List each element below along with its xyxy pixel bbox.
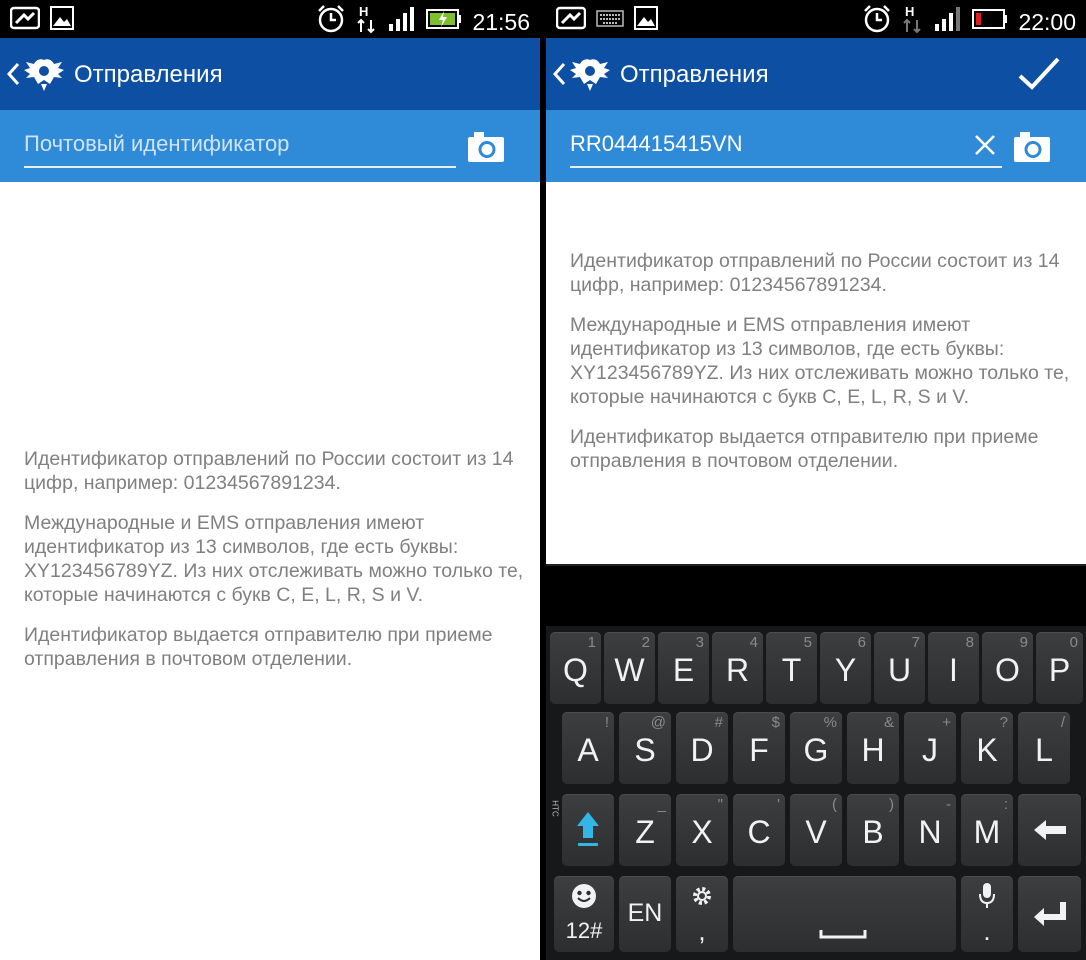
space-bar-icon (819, 928, 867, 940)
key-s[interactable]: @ S (619, 712, 671, 784)
language-key[interactable] (619, 876, 671, 952)
settings-comma-key[interactable] (676, 876, 728, 952)
comma-label: , (698, 916, 706, 946)
symbols-emoji-key[interactable] (554, 876, 614, 952)
network-type-icon (902, 4, 924, 39)
enter-key[interactable] (1018, 876, 1081, 952)
key-t[interactable]: 5 T (766, 632, 817, 704)
action-bar (546, 38, 1086, 110)
search-panel (0, 110, 540, 182)
voice-period-key[interactable] (961, 876, 1013, 952)
key-h[interactable]: & H (847, 712, 899, 784)
action-bar (0, 38, 540, 110)
camera-scan-button[interactable] (466, 130, 506, 164)
key-c[interactable]: ' C (733, 794, 785, 866)
key-e[interactable]: 3 E (658, 632, 709, 704)
close-icon (970, 130, 1000, 160)
shift-key[interactable] (562, 794, 614, 866)
input-underline (24, 166, 456, 168)
key-p[interactable]: 0 P (1036, 632, 1083, 704)
key-u[interactable]: 7 U (874, 632, 925, 704)
key-q[interactable]: 1 Q (550, 632, 601, 704)
status-bar (546, 0, 1086, 38)
checkmark-icon (1016, 54, 1062, 94)
info-text-block (24, 447, 524, 687)
clear-input-button[interactable] (970, 130, 1000, 160)
gallery-icon (50, 6, 74, 35)
alarm-icon (316, 4, 346, 39)
suggestion-bar (546, 564, 1086, 626)
sync-icon (10, 5, 40, 36)
battery-low-icon (972, 8, 1008, 35)
back-button[interactable] (4, 54, 24, 94)
gear-icon (690, 884, 714, 908)
camera-scan-button[interactable] (1012, 130, 1052, 164)
enter-arrow-icon (1032, 900, 1068, 928)
clock-text: 21:56 (472, 8, 530, 35)
key-k[interactable]: ? K (961, 712, 1013, 784)
key-w[interactable]: 2 W (604, 632, 655, 704)
sync-icon (556, 5, 586, 36)
info-paragraph: Идентификатор отправлений по России состоит из 14 цифр, например: 01234567891234. (24, 448, 514, 494)
language-key-label: EN (627, 899, 663, 927)
svg-text:H: H (359, 4, 369, 19)
tracking-id-input[interactable] (570, 128, 960, 160)
key-z[interactable]: _ Z (619, 794, 671, 866)
key-j[interactable]: + J (904, 712, 956, 784)
left-screen (0, 0, 540, 960)
key-v[interactable]: ( V (790, 794, 842, 866)
russian-post-logo-icon (22, 54, 66, 94)
alarm-icon (862, 4, 892, 39)
key-g[interactable]: % G (790, 712, 842, 784)
key-f[interactable]: $ F (733, 712, 785, 784)
keyboard-brand-label: HTC (550, 800, 560, 817)
input-underline (570, 166, 1002, 168)
key-o[interactable]: 9 O (982, 632, 1033, 704)
camera-icon (1012, 130, 1052, 164)
confirm-button[interactable] (1016, 54, 1062, 94)
key-r[interactable]: 4 R (712, 632, 763, 704)
microphone-icon (978, 882, 996, 910)
search-panel (546, 110, 1086, 182)
info-paragraph: Международные и EMS отправления имеют идентификатор из 13 символов, где есть буквы: XY123456789YZ. Из них отслеживать можно только те, которые начинаются с букв C, E, L, R, S и V. (570, 314, 1070, 408)
key-d[interactable]: # D (676, 712, 728, 784)
period-label: . (983, 916, 991, 946)
key-i[interactable]: 8 I (928, 632, 979, 704)
soft-keyboard (546, 564, 1086, 960)
network-type-icon (356, 4, 378, 39)
keyboard-icon (596, 8, 624, 33)
battery-charging-icon (426, 8, 462, 35)
back-button[interactable] (550, 54, 570, 94)
app-title: Отправления (74, 61, 223, 88)
status-bar (0, 0, 540, 38)
signal-icon (934, 6, 962, 37)
symbols-key-label: 12# (565, 918, 603, 943)
signal-icon (388, 6, 416, 37)
gallery-icon (634, 6, 658, 35)
key-l[interactable]: / L (1018, 712, 1070, 784)
backspace-arrow-icon (1032, 818, 1068, 842)
russian-post-logo-icon (568, 54, 612, 94)
keyboard-keys-area (546, 626, 1086, 960)
right-screen (546, 0, 1086, 960)
smiley-icon (570, 882, 598, 910)
key-m[interactable]: : M (961, 794, 1013, 866)
tracking-id-input[interactable] (24, 128, 454, 160)
app-title: Отправления (620, 61, 769, 88)
info-paragraph: Международные и EMS отправления имеют идентификатор из 13 символов, где есть буквы: XY123456789YZ. Из них отслеживать можно только те, которые начинаются с букв C, E, L, R, S и V. (24, 512, 524, 606)
clock-text: 22:00 (1018, 8, 1076, 35)
space-key[interactable] (733, 876, 956, 952)
backspace-key[interactable] (1018, 794, 1081, 866)
info-paragraph: Идентификатор отправлений по России состоит из 14 цифр, например: 01234567891234. (570, 250, 1060, 296)
svg-text:H: H (905, 4, 915, 19)
key-b[interactable]: ) B (847, 794, 899, 866)
key-n[interactable]: - N (904, 794, 956, 866)
info-text-block (570, 249, 1070, 489)
shift-arrow-icon (575, 810, 601, 850)
info-paragraph: Идентификатор выдается отправителю при приеме отправления в почтовом отделении. (24, 624, 493, 670)
camera-icon (466, 130, 506, 164)
info-paragraph: Идентификатор выдается отправителю при приеме отправления в почтовом отделении. (570, 426, 1039, 472)
key-a[interactable]: ! A (562, 712, 614, 784)
key-y[interactable]: 6 Y (820, 632, 871, 704)
key-x[interactable]: " X (676, 794, 728, 866)
